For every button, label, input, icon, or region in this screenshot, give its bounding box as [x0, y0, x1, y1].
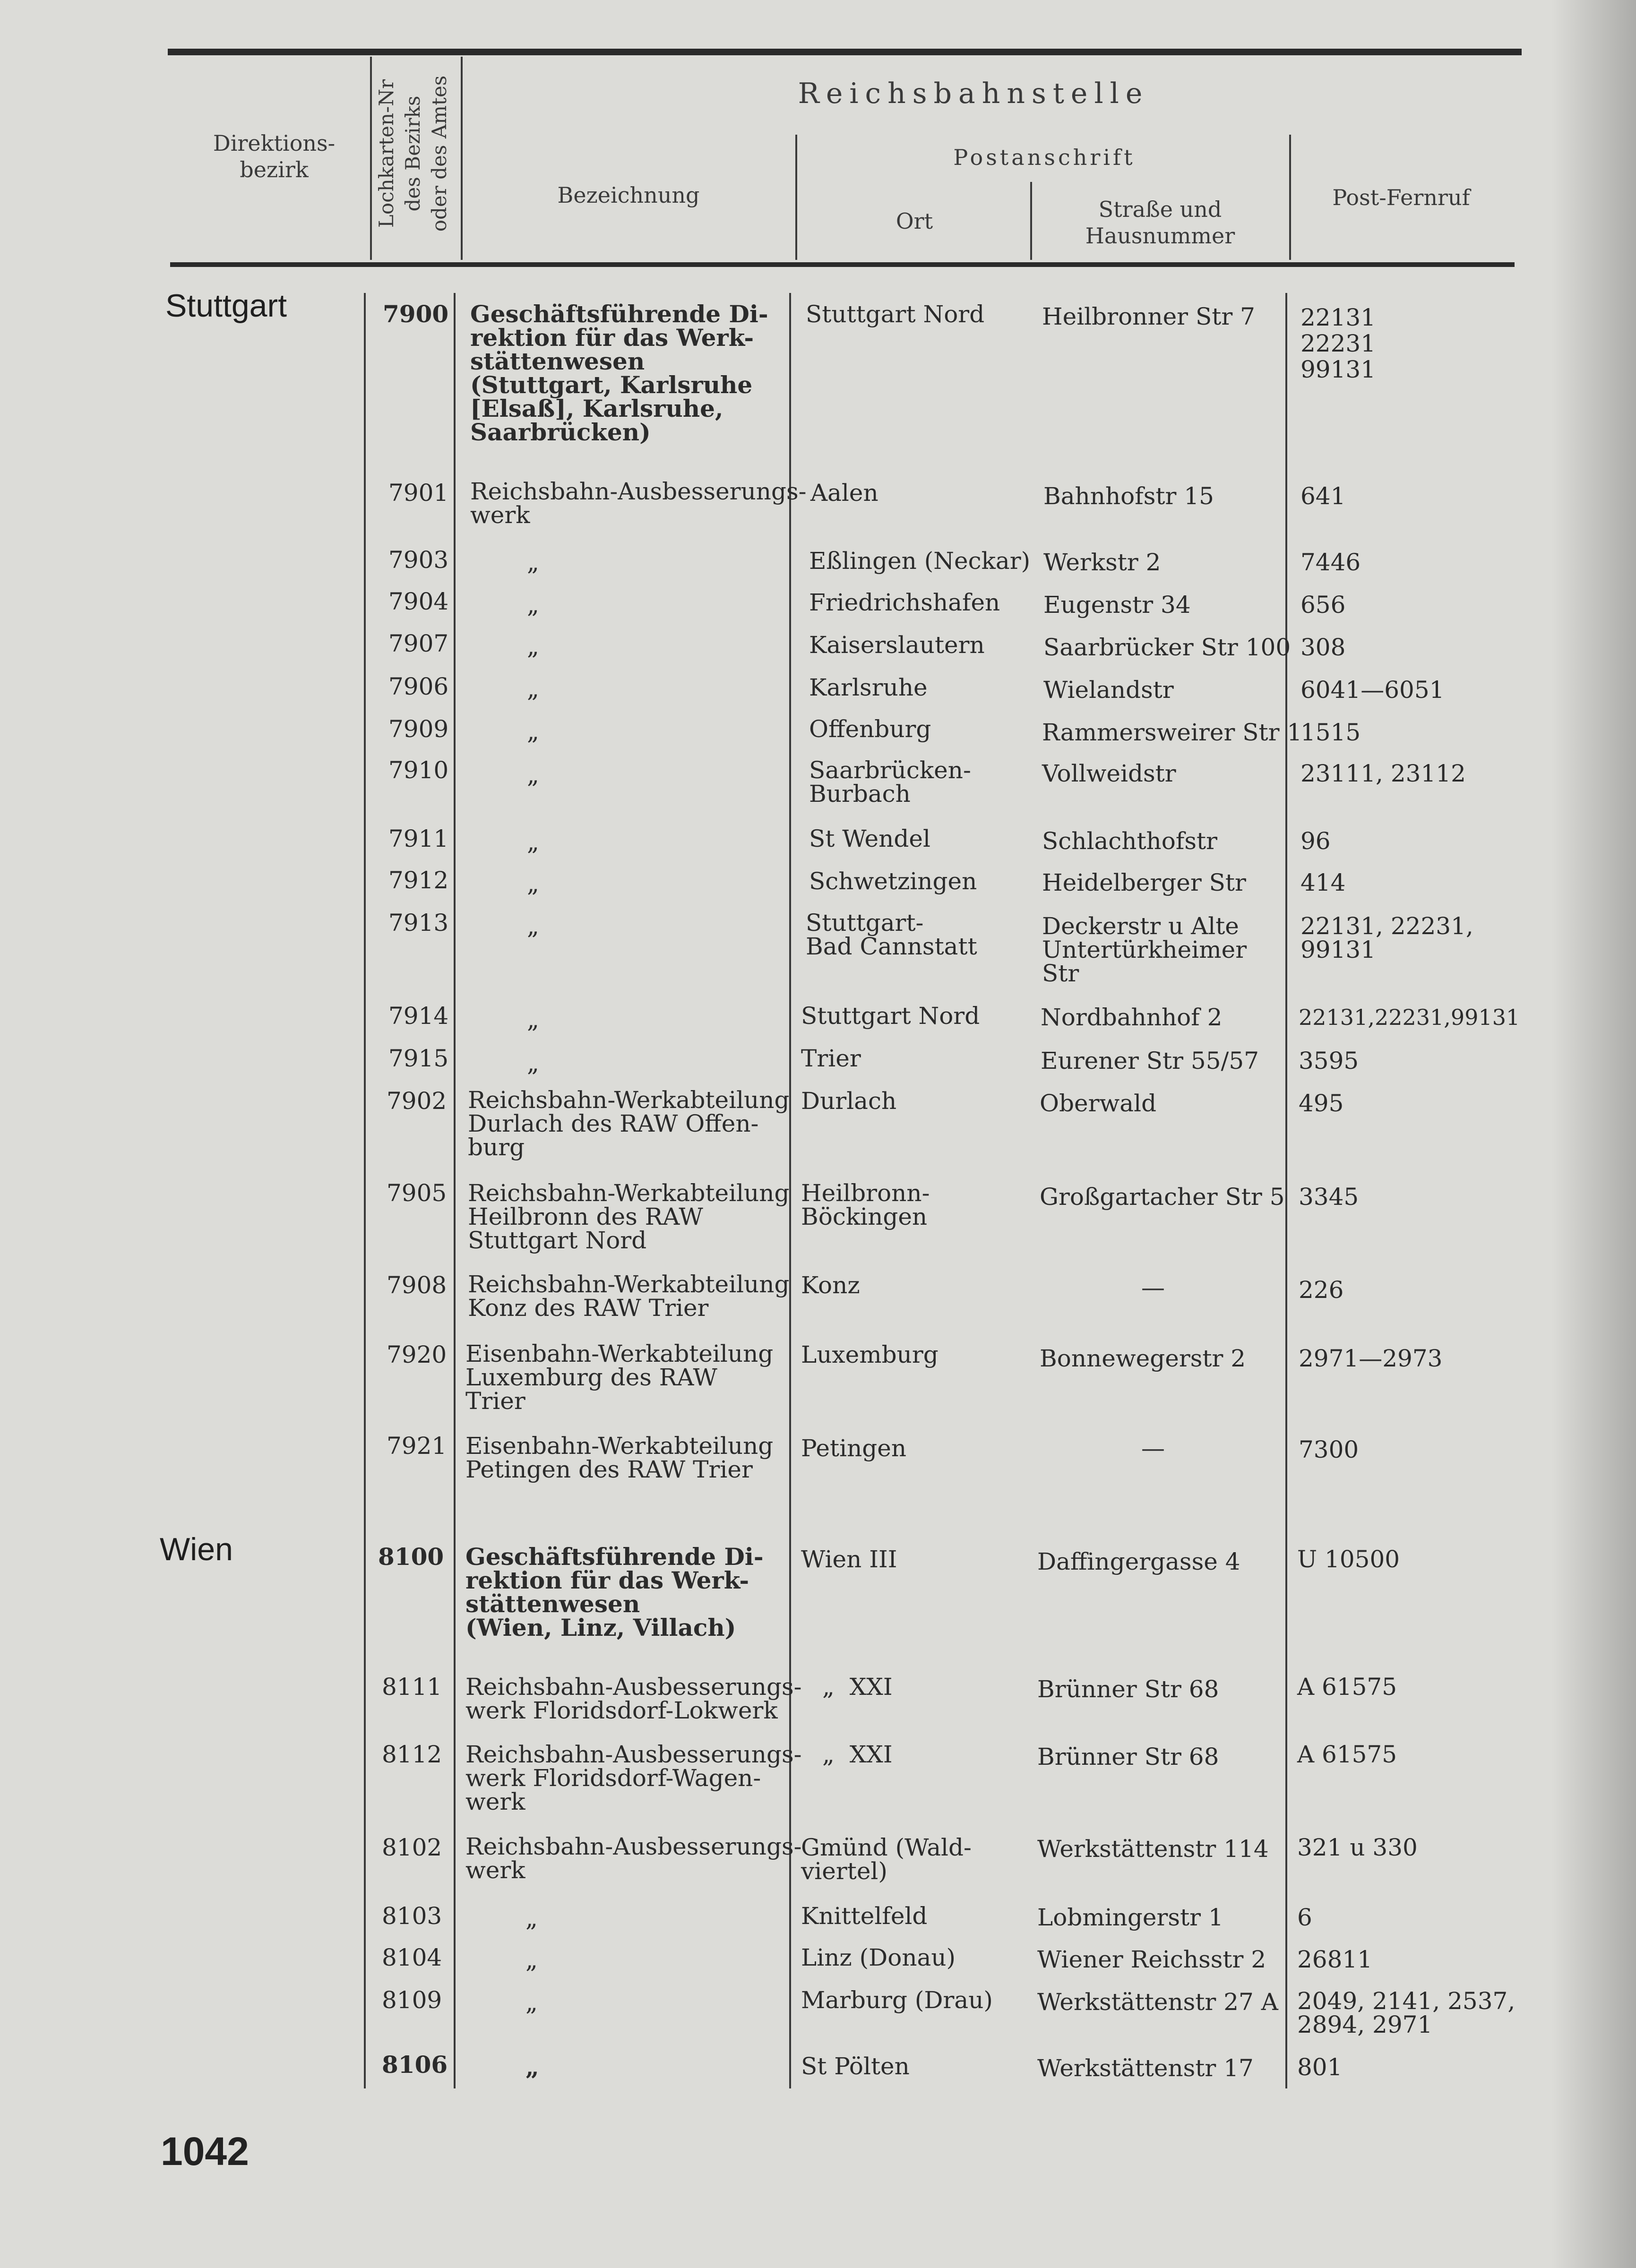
- header-postanschrift: Postanschrift: [953, 145, 1136, 170]
- cell-ort: Petingen: [801, 1435, 907, 1462]
- cell-ort: „ XXI: [822, 1741, 893, 1768]
- cell-nr: 7907: [388, 630, 449, 657]
- cell-nr: 8106: [382, 2051, 448, 2079]
- district-wien: Wien: [160, 1531, 233, 1567]
- cell-strasse: Daffingergasse 4: [1037, 1548, 1240, 1575]
- cell-bezeichnung: „: [527, 1049, 539, 1077]
- cell-fernruf: 414: [1300, 869, 1346, 896]
- cell-strasse: Eurener Str 55/57: [1041, 1047, 1259, 1074]
- cell-strasse: Oberwald: [1040, 1090, 1157, 1117]
- cell-fernruf: 656: [1300, 591, 1346, 619]
- cell-fernruf: 641: [1300, 482, 1346, 510]
- cell-fernruf: 321 u 330: [1297, 1834, 1418, 1861]
- cell-nr: 8112: [382, 1741, 442, 1768]
- cell-fernruf: A 61575: [1297, 1673, 1397, 1701]
- cell-ort: „ XXI: [822, 1673, 893, 1701]
- cell-ort: Schwetzingen: [809, 868, 977, 895]
- cell-bezeichnung: „: [527, 761, 539, 789]
- cell-strasse: Bahnhofstr 15: [1043, 482, 1214, 510]
- cell-bezeichnung: „: [525, 2053, 539, 2081]
- cell-nr: 8100: [378, 1543, 444, 1571]
- cell-ort: Marburg (Drau): [801, 1986, 993, 2014]
- cell-fernruf: 2971—2973: [1299, 1345, 1443, 1372]
- cell-ort: Konz: [801, 1271, 860, 1299]
- page-edge-shadow: [1551, 0, 1636, 2268]
- cell-strasse: Werkstr 2: [1043, 549, 1161, 576]
- cell-bezeichnung: „: [527, 675, 539, 703]
- cell-ort: Gmünd (Wald- viertel): [801, 1834, 972, 1885]
- cell-ort: Kaiserslautern: [809, 631, 985, 659]
- cell-nr: 7901: [388, 479, 449, 507]
- cell-nr: 7902: [387, 1087, 447, 1115]
- cell-ort: St Wendel: [809, 825, 930, 852]
- cell-bezeichnung: „: [527, 591, 539, 619]
- cell-bezeichnung: „: [527, 718, 539, 745]
- cell-bezeichnung: „: [527, 1006, 539, 1033]
- cell-strasse: Heidelberger Str: [1042, 869, 1246, 896]
- cell-fernruf: 2049, 2141, 2537, 2894, 2971: [1297, 1987, 1515, 2038]
- cell-fernruf: 226: [1299, 1276, 1344, 1304]
- col-rule-4: [1030, 182, 1032, 260]
- cell-strasse: Brünner Str 68: [1037, 1743, 1219, 1770]
- district-stuttgart: Stuttgart: [165, 288, 287, 324]
- cell-nr: 7911: [388, 825, 449, 852]
- cell-ort: Luxemburg: [801, 1341, 939, 1368]
- cell-strasse: Bonnewegerstr 2: [1040, 1345, 1246, 1372]
- cell-strasse: Saarbrücker Str 100: [1043, 634, 1291, 661]
- cell-bezeichnung: Reichsbahn-Ausbesserungs- werk Floridsdorf-Lokwerk: [465, 1673, 802, 1724]
- cell-ort: Wien III: [801, 1546, 897, 1573]
- header-direktionsbezirk: Direktions- bezirk: [213, 130, 336, 182]
- cell-bezeichnung: Eisenbahn-Werkabteilung Petingen des RAW Trier: [465, 1432, 774, 1483]
- body-rule-2: [454, 293, 456, 2088]
- cell-ort: Heilbronn- Böckingen: [801, 1179, 930, 1230]
- cell-bezeichnung: „: [525, 1946, 538, 1974]
- cell-bezeichnung: „: [525, 1989, 538, 2016]
- cell-fernruf: 23111, 23112: [1300, 760, 1466, 787]
- cell-bezeichnung: Reichsbahn-Werkabteilung Durlach des RAW Offen- burg: [468, 1086, 790, 1161]
- cell-strasse: Werkstättenstr 17: [1037, 2054, 1254, 2082]
- cell-strasse: Wiener Reichsstr 2: [1037, 1946, 1266, 1973]
- cell-bezeichnung: Geschäftsführende Di- rektion für das Werk- stättenwesen (Stuttgart, Karlsruhe [Elsaß], Karlsruhe, Saarbrücken): [470, 300, 768, 446]
- cell-bezeichnung: „: [527, 870, 539, 897]
- cell-ort: Knittelfeld: [801, 1902, 928, 1930]
- cell-ort: Eßlingen (Neckar): [809, 547, 1031, 575]
- cell-strasse: Wielandstr: [1043, 676, 1174, 704]
- cell-bezeichnung: Eisenbahn-Werkabteilung Luxemburg des RAW Trier: [465, 1340, 774, 1415]
- cell-bezeichnung: Reichsbahn-Ausbesserungs- werk Floridsdorf-Wagen- werk: [465, 1741, 802, 1815]
- header-lochkarten-nr: Lochkarten-Nr des Bezirks oder des Amtes: [375, 75, 451, 232]
- cell-bezeichnung: „: [527, 912, 539, 940]
- cell-strasse: Werkstättenstr 114: [1037, 1835, 1269, 1863]
- cell-nr: 7913: [388, 909, 449, 936]
- cell-fernruf: 26811: [1297, 1946, 1373, 1973]
- cell-ort: Stuttgart Nord: [801, 1002, 980, 1030]
- cell-strasse: Schlachthofstr: [1042, 827, 1218, 855]
- cell-nr: 7903: [388, 546, 449, 574]
- body-rule-3: [789, 293, 791, 2088]
- cell-fernruf: A 61575: [1297, 1741, 1397, 1768]
- cell-bezeichnung: Geschäftsführende Di- rektion für das Werk- stättenwesen (Wien, Linz, Villach): [465, 1543, 764, 1641]
- cell-ort: Stuttgart Nord: [806, 301, 985, 328]
- cell-fernruf: 22131, 22231, 99131: [1300, 912, 1473, 963]
- cell-ort: Karlsruhe: [809, 674, 928, 701]
- header-post-fernruf: Post-Fernruf: [1332, 185, 1470, 210]
- cell-fernruf: 96: [1300, 827, 1331, 855]
- cell-fernruf: 22131,22231,99131: [1299, 1005, 1520, 1030]
- cell-nr: 7912: [388, 867, 449, 894]
- cell-strasse: Rammersweirer Str 1: [1042, 719, 1302, 746]
- cell-nr: 7914: [388, 1002, 449, 1030]
- cell-fernruf: U 10500: [1297, 1546, 1400, 1573]
- cell-strasse: Heilbronner Str 7: [1042, 303, 1255, 330]
- col-rule-1: [370, 57, 372, 260]
- cell-nr: 7900: [383, 300, 449, 328]
- cell-strasse: Werkstättenstr 27 A: [1037, 1988, 1278, 2016]
- cell-strasse: Eugenstr 34: [1043, 591, 1191, 619]
- cell-bezeichnung: „: [525, 1905, 538, 1932]
- cell-nr: 7908: [387, 1271, 447, 1299]
- cell-fernruf: 495: [1299, 1090, 1344, 1117]
- cell-nr: 8111: [382, 1673, 442, 1701]
- header-ort: Ort: [895, 208, 933, 234]
- cell-fernruf: 22131 22231 99131: [1300, 304, 1376, 383]
- cell-ort: Durlach: [801, 1087, 897, 1115]
- body-rule-1: [364, 293, 366, 2088]
- cell-nr: 7906: [388, 673, 449, 700]
- cell-strasse: Vollweidstr: [1042, 760, 1176, 787]
- cell-nr: 8109: [382, 1986, 442, 2014]
- cell-fernruf: 3345: [1299, 1183, 1359, 1211]
- cell-nr: 8102: [382, 1834, 442, 1861]
- cell-strasse: —: [1141, 1435, 1165, 1462]
- col-rule-2: [461, 57, 463, 260]
- cell-ort: Aalen: [810, 479, 878, 507]
- cell-fernruf: 308: [1300, 634, 1346, 661]
- cell-bezeichnung: Reichsbahn-Ausbesserungs- werk: [470, 478, 807, 529]
- cell-fernruf: 6: [1297, 1904, 1312, 1931]
- header-bottom-rule: [170, 262, 1515, 267]
- cell-strasse: Lobmingerstr 1: [1037, 1904, 1223, 1931]
- cell-strasse: Deckerstr u Alte Untertürkheimer Str: [1042, 912, 1247, 987]
- cell-strasse: Brünner Str 68: [1037, 1675, 1219, 1703]
- cell-nr: 7904: [388, 588, 449, 615]
- cell-bezeichnung: „: [527, 633, 539, 660]
- cell-nr: 8103: [382, 1902, 442, 1930]
- body-rule-4: [1285, 293, 1287, 2088]
- cell-ort: Linz (Donau): [801, 1944, 956, 1971]
- top-rule: [168, 49, 1522, 55]
- cell-fernruf: 7300: [1299, 1436, 1359, 1463]
- cell-nr: 7915: [388, 1045, 449, 1072]
- cell-fernruf: 801: [1297, 2053, 1343, 2081]
- col-rule-3: [795, 135, 797, 260]
- cell-fernruf: 1515: [1300, 719, 1361, 746]
- col-rule-5: [1289, 135, 1291, 260]
- cell-bezeichnung: Reichsbahn-Ausbesserungs- werk: [465, 1833, 802, 1884]
- cell-nr: 8104: [382, 1944, 442, 1971]
- cell-ort: Friedrichshafen: [809, 589, 1000, 616]
- header-strasse: Straße und Hausnummer: [1085, 197, 1235, 249]
- cell-ort: St Pölten: [801, 2053, 910, 2080]
- cell-ort: Offenburg: [809, 715, 931, 743]
- cell-fernruf: 6041—6051: [1300, 676, 1445, 704]
- cell-ort: Saarbrücken- Burbach: [809, 756, 971, 808]
- cell-nr: 7905: [387, 1179, 447, 1207]
- cell-ort: Stuttgart- Bad Cannstatt: [806, 909, 977, 960]
- cell-fernruf: 7446: [1300, 549, 1361, 576]
- cell-bezeichnung: „: [527, 549, 539, 576]
- cell-bezeichnung: „: [527, 828, 539, 856]
- cell-bezeichnung: Reichsbahn-Werkabteilung Heilbronn des RAW Stuttgart Nord: [468, 1179, 790, 1254]
- header-bezeichnung: Bezeichnung: [557, 182, 700, 208]
- cell-nr: 7910: [388, 756, 449, 784]
- cell-strasse: Großgartacher Str 5: [1040, 1183, 1285, 1211]
- page-number: 1042: [161, 2129, 249, 2174]
- cell-strasse: Nordbahnhof 2: [1041, 1004, 1223, 1031]
- cell-ort: Trier: [801, 1045, 861, 1072]
- header-reichsbahnstelle: Reichsbahnstelle: [798, 77, 1149, 110]
- cell-nr: 7920: [387, 1341, 447, 1368]
- cell-fernruf: 3595: [1299, 1047, 1359, 1074]
- cell-nr: 7921: [387, 1432, 447, 1460]
- cell-bezeichnung: Reichsbahn-Werkabteilung Konz des RAW Trier: [468, 1271, 790, 1322]
- cell-nr: 7909: [388, 715, 449, 743]
- cell-strasse: —: [1141, 1274, 1165, 1301]
